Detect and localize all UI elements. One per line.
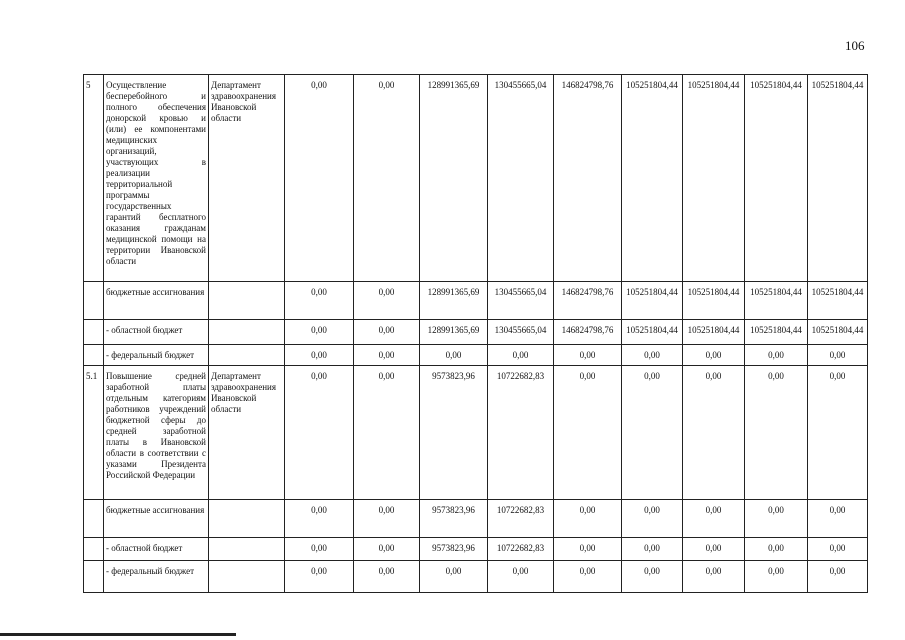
value-cell: 0,00	[808, 561, 868, 593]
value-cell: 105251804,44	[745, 282, 808, 320]
value-cell: 0,00	[285, 345, 354, 366]
value-cell: 0,00	[420, 561, 488, 593]
value-cell: 9573823,96	[420, 500, 488, 538]
value-cell: 0,00	[554, 538, 622, 561]
row-executor: Департамент здравоохранения Ивановской области	[209, 75, 285, 282]
value-cell: 146824798,76	[554, 75, 622, 282]
value-cell: 0,00	[354, 345, 420, 366]
value-cell: 0,00	[622, 500, 683, 538]
value-cell: 0,00	[808, 538, 868, 561]
row-name: - областной бюджет	[104, 538, 209, 561]
value-cell: 130455665,04	[488, 75, 554, 282]
value-cell: 105251804,44	[745, 320, 808, 345]
value-cell: 0,00	[285, 561, 354, 593]
table-row	[84, 561, 868, 593]
row-name: - федеральный бюджет	[104, 345, 209, 366]
value-cell: 9573823,96	[420, 538, 488, 561]
value-cell: 0,00	[745, 500, 808, 538]
value-cell: 0,00	[554, 345, 622, 366]
row-index	[84, 282, 104, 320]
value-cell: 9573823,96	[420, 366, 488, 500]
value-cell: 0,00	[745, 538, 808, 561]
bottom-rule	[0, 633, 236, 636]
row-name: - областной бюджет	[104, 320, 209, 345]
value-cell: 0,00	[285, 500, 354, 538]
page-number: 106	[845, 38, 865, 53]
value-cell: 0,00	[745, 561, 808, 593]
value-cell: 0,00	[354, 75, 420, 282]
row-executor: Департамент здравоохранения Ивановской области	[209, 366, 285, 500]
budget-table	[83, 74, 868, 593]
row-index	[84, 538, 104, 561]
row-index: 5.1	[84, 366, 104, 500]
value-cell: 130455665,04	[488, 320, 554, 345]
row-name: бюджетные ассигнования	[104, 500, 209, 538]
value-cell: 105251804,44	[622, 282, 683, 320]
value-cell: 0,00	[683, 561, 745, 593]
value-cell: 0,00	[683, 500, 745, 538]
value-cell: 10722682,83	[488, 538, 554, 561]
value-cell: 0,00	[622, 345, 683, 366]
row-index	[84, 345, 104, 366]
value-cell: 0,00	[622, 366, 683, 500]
value-cell: 0,00	[354, 538, 420, 561]
value-cell: 0,00	[285, 366, 354, 500]
value-cell: 0,00	[808, 366, 868, 500]
value-cell: 105251804,44	[683, 320, 745, 345]
value-cell: 0,00	[554, 366, 622, 500]
value-cell: 0,00	[808, 345, 868, 366]
value-cell: 0,00	[420, 345, 488, 366]
value-cell: 0,00	[285, 538, 354, 561]
table-row	[84, 500, 868, 538]
value-cell: 0,00	[554, 561, 622, 593]
value-cell: 0,00	[285, 320, 354, 345]
value-cell: 105251804,44	[622, 75, 683, 282]
row-executor	[209, 538, 285, 561]
value-cell: 0,00	[622, 538, 683, 561]
value-cell: 0,00	[285, 75, 354, 282]
value-cell: 105251804,44	[683, 75, 745, 282]
table-row	[84, 282, 868, 320]
row-executor	[209, 561, 285, 593]
value-cell: 105251804,44	[683, 282, 745, 320]
row-index	[84, 320, 104, 345]
value-cell: 0,00	[622, 561, 683, 593]
value-cell: 128991365,69	[420, 320, 488, 345]
table-row	[84, 75, 868, 282]
value-cell: 10722682,83	[488, 500, 554, 538]
value-cell: 0,00	[683, 345, 745, 366]
row-name: Повышение средней заработной платы отдельным категориям работников учреждений бюджетной сферы до средней заработной платы в Ивановской области в соответствии с указами Президента Российской Федерации	[104, 366, 209, 500]
value-cell: 105251804,44	[808, 75, 868, 282]
row-name: бюджетные ассигнования	[104, 282, 209, 320]
value-cell: 0,00	[354, 561, 420, 593]
row-name: Осуществление бесперебойного и полного обеспечения донорской кровью и (или) ее компонентами медицинских организаций, участвующих в реализации территориальной программы государственных гарантий бесплатного оказания гражданам медицинской помощи на территории Ивановской области	[104, 75, 209, 282]
row-index: 5	[84, 75, 104, 282]
value-cell: 0,00	[354, 320, 420, 345]
table-row	[84, 345, 868, 366]
value-cell: 128991365,69	[420, 75, 488, 282]
value-cell: 0,00	[808, 500, 868, 538]
row-executor	[209, 500, 285, 538]
value-cell: 0,00	[285, 282, 354, 320]
value-cell: 146824798,76	[554, 320, 622, 345]
value-cell: 0,00	[354, 282, 420, 320]
value-cell: 0,00	[554, 500, 622, 538]
value-cell: 105251804,44	[808, 282, 868, 320]
row-executor	[209, 282, 285, 320]
value-cell: 105251804,44	[622, 320, 683, 345]
row-index	[84, 561, 104, 593]
value-cell: 105251804,44	[808, 320, 868, 345]
table-row	[84, 366, 868, 500]
value-cell: 0,00	[354, 366, 420, 500]
value-cell: 0,00	[683, 538, 745, 561]
value-cell: 0,00	[745, 345, 808, 366]
value-cell: 0,00	[354, 500, 420, 538]
row-name: - федеральный бюджет	[104, 561, 209, 593]
value-cell: 128991365,69	[420, 282, 488, 320]
row-executor	[209, 345, 285, 366]
row-index	[84, 500, 104, 538]
value-cell: 105251804,44	[745, 75, 808, 282]
value-cell: 0,00	[488, 345, 554, 366]
table-row	[84, 320, 868, 345]
row-executor	[209, 320, 285, 345]
value-cell: 10722682,83	[488, 366, 554, 500]
table-row	[84, 538, 868, 561]
value-cell: 0,00	[488, 561, 554, 593]
value-cell: 130455665,04	[488, 282, 554, 320]
value-cell: 146824798,76	[554, 282, 622, 320]
value-cell: 0,00	[683, 366, 745, 500]
value-cell: 0,00	[745, 366, 808, 500]
